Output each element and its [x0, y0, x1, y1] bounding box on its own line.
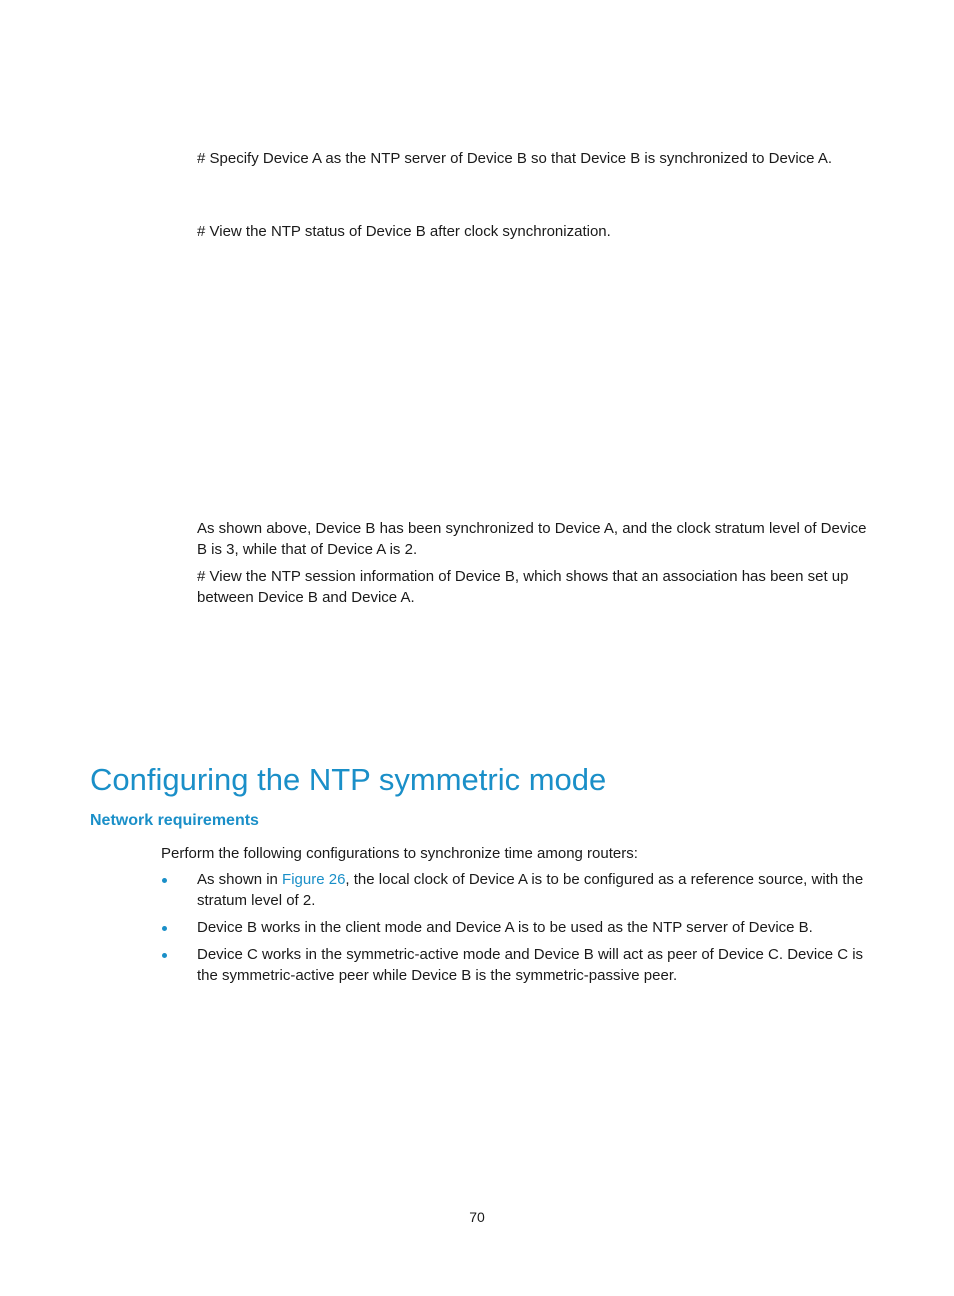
section-title: Configuring the NTP symmetric mode — [90, 762, 607, 797]
intro-paragraph: Perform the following configurations to synchronize time among routers: — [161, 845, 638, 862]
paragraph-view-session: # View the NTP session information of Device B, which shows that an association has been set up between Device B and Device A. — [197, 568, 849, 606]
list-item — [161, 917, 869, 938]
bullet-icon — [162, 926, 167, 931]
figure-26-link[interactable]: Figure 26 — [282, 871, 346, 888]
subsection-title: Network requirements — [90, 812, 259, 829]
page-number: 70 — [469, 1209, 485, 1225]
list-item — [161, 944, 869, 986]
paragraph-sync-result: As shown above, Device B has been synchronized to Device A, and the clock stratum level of Device B is 3, while that of Device A is 2. — [197, 520, 867, 558]
list-item-text-start: As shown in — [197, 871, 283, 888]
list-item-text: Device C works in the symmetric-active mode and Device B will act as peer of Device C. Device C is the symmetric-active peer while Device B is the symmetric-passive peer. — [197, 946, 864, 984]
list-item-text: Device B works in the client mode and Device A is to be used as the NTP server of Device B. — [197, 919, 813, 936]
list-item — [161, 869, 869, 911]
bullet-icon — [162, 953, 167, 958]
paragraph-view-status: # View the NTP status of Device B after clock synchronization. — [197, 223, 611, 240]
requirements-list — [161, 869, 869, 992]
paragraph-specify-server: # Specify Device A as the NTP server of Device B so that Device B is synchronized to Device A. — [197, 150, 833, 167]
list-item-text-end: , the local clock of Device A is to be configured as a reference source, with the stratum level of 2. — [197, 871, 864, 909]
bullet-icon — [162, 878, 167, 883]
